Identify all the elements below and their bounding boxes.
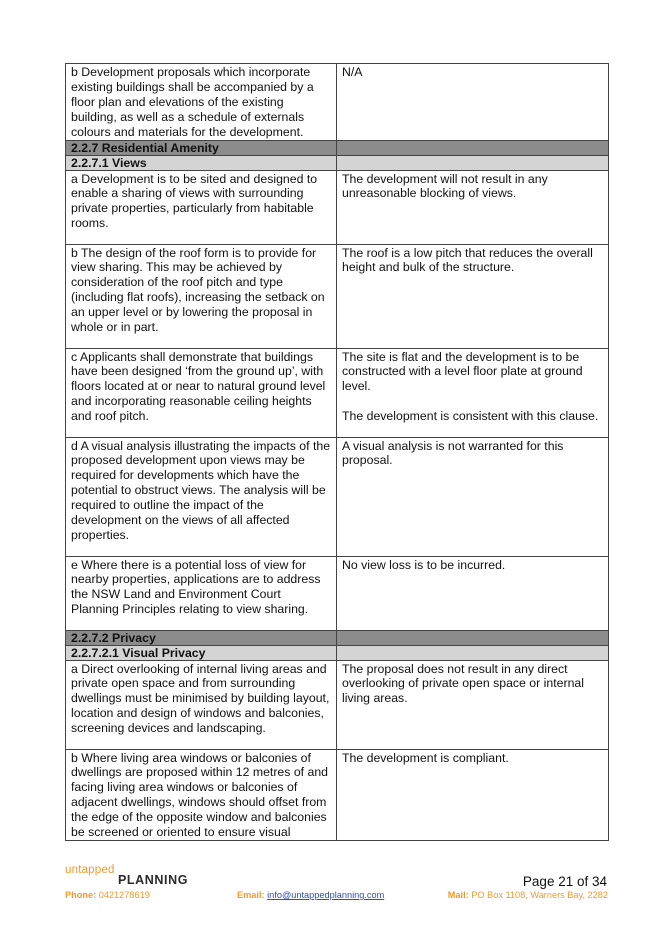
response-text: The development is consistent with this clause. bbox=[342, 409, 599, 424]
requirement-cell bbox=[66, 556, 337, 630]
requirement-text: a Development is to be sited and designed to enable a sharing of views with surrounding private properties, particularly from habitable rooms. bbox=[71, 171, 318, 231]
table-row bbox=[66, 437, 609, 556]
requirement-text: e Where there is a potential loss of view for nearby properties, applications are to address the NSW Land and Environment Court Planning Principles relating to view sharing. bbox=[71, 557, 321, 617]
requirement-text: b Development proposals which incorporate existing buildings shall be accompanied by a floor plan and elevations of the existing building, as well as a schedule of externals colours and materials for the development. bbox=[71, 65, 314, 139]
requirement-text: d A visual analysis illustrating the impacts of the proposed development upon views may be required for developments which have the potential to obstruct views. The analysis will be required to outline the impact of the development on the views of all affected properties. bbox=[71, 438, 331, 542]
requirement-cell bbox=[66, 244, 337, 348]
response-text: The proposal does not result in any direct overlooking of private open space or internal living areas. bbox=[342, 661, 584, 706]
response-cell bbox=[337, 749, 609, 840]
phone-label: Phone: bbox=[65, 890, 97, 900]
response-text: No view loss is to be incurred. bbox=[342, 557, 506, 572]
section-heading-views: 2.2.7.1 Views bbox=[66, 155, 337, 170]
logo-bottom-text: PLANNING bbox=[118, 873, 189, 887]
subsection-header-row bbox=[66, 645, 609, 660]
response-text: The roof is a low pitch that reduces the overall height and bulk of the structure. bbox=[342, 245, 593, 275]
untapped-planning-logo bbox=[65, 862, 195, 888]
requirement-cell bbox=[66, 170, 337, 244]
table-row bbox=[66, 64, 609, 141]
page-number: Page 21 of 34 bbox=[522, 874, 607, 889]
response-cell bbox=[337, 64, 609, 141]
phone-value: 0421278619 bbox=[98, 890, 150, 900]
response-text: The site is flat and the development is to be constructed with a level floor plate at ground level. bbox=[342, 349, 583, 394]
email-link[interactable]: info@untappedplanning.com bbox=[267, 890, 385, 900]
table-row bbox=[66, 170, 609, 244]
response-cell bbox=[337, 660, 609, 749]
table-row bbox=[66, 660, 609, 749]
requirement-cell bbox=[66, 64, 337, 141]
section-heading-privacy: 2.2.7.2 Privacy bbox=[66, 630, 337, 645]
section-header-row bbox=[66, 630, 609, 645]
subsection-header-row bbox=[66, 155, 609, 170]
table-row bbox=[66, 244, 609, 348]
requirement-cell bbox=[66, 660, 337, 749]
page-footer bbox=[65, 862, 610, 912]
table-row bbox=[66, 348, 609, 437]
response-text: The development will not result in any unreasonable blocking of views. bbox=[342, 171, 548, 201]
requirement-cell bbox=[66, 749, 337, 840]
phone-contact bbox=[65, 890, 150, 900]
requirement-text: b The design of the roof form is to provide for view sharing. This may be achieved by consideration of the roof pitch and type (including flat roofs), increasing the setback on an upper level or by lowering the proposal in whole or in part. bbox=[71, 245, 325, 335]
section-heading-visual-privacy: 2.2.7.2.1 Visual Privacy bbox=[66, 645, 337, 660]
response-cell bbox=[337, 437, 609, 556]
response-cell bbox=[337, 244, 609, 348]
section-header-row bbox=[66, 140, 609, 155]
response-cell bbox=[337, 170, 609, 244]
logo-top-text: untapped bbox=[65, 864, 115, 876]
mail-value: PO Box 1108, Warners Bay, 2282 bbox=[471, 890, 608, 900]
compliance-table bbox=[65, 63, 609, 841]
email-contact bbox=[237, 890, 384, 900]
table-row bbox=[66, 749, 609, 840]
requirement-text: a Direct overlooking of internal living areas and private open space and from surrounding dwellings must be minimised by building layout, location and design of windows and balconies, screening devices and landscaping. bbox=[71, 661, 330, 736]
response-cell bbox=[337, 556, 609, 630]
section-heading-amenity: 2.2.7 Residential Amenity bbox=[66, 140, 337, 155]
response-text: N/A bbox=[342, 65, 363, 79]
requirement-cell bbox=[66, 348, 337, 437]
mail-contact bbox=[448, 890, 608, 900]
table-row bbox=[66, 556, 609, 630]
response-cell bbox=[337, 348, 609, 437]
requirement-text: b Where living area windows or balconies of dwellings are proposed within 12 metres of and facing living area windows or balconies of adjacent dwellings, windows should offset from the edge of the opposite window and balconies be screened or oriented to ensure visual bbox=[71, 750, 329, 840]
requirement-cell bbox=[66, 437, 337, 556]
response-text: A visual analysis is not warranted for this proposal. bbox=[342, 438, 564, 468]
requirement-text: c Applicants shall demonstrate that buildings have been designed ‘from the ground up’, with floors located at or near to natural ground level and incorporating reasonable ceiling heights and roof pitch. bbox=[71, 349, 326, 424]
response-text: The development is compliant. bbox=[342, 750, 509, 765]
email-label: Email: bbox=[237, 890, 265, 900]
mail-label: Mail: bbox=[447, 890, 469, 900]
